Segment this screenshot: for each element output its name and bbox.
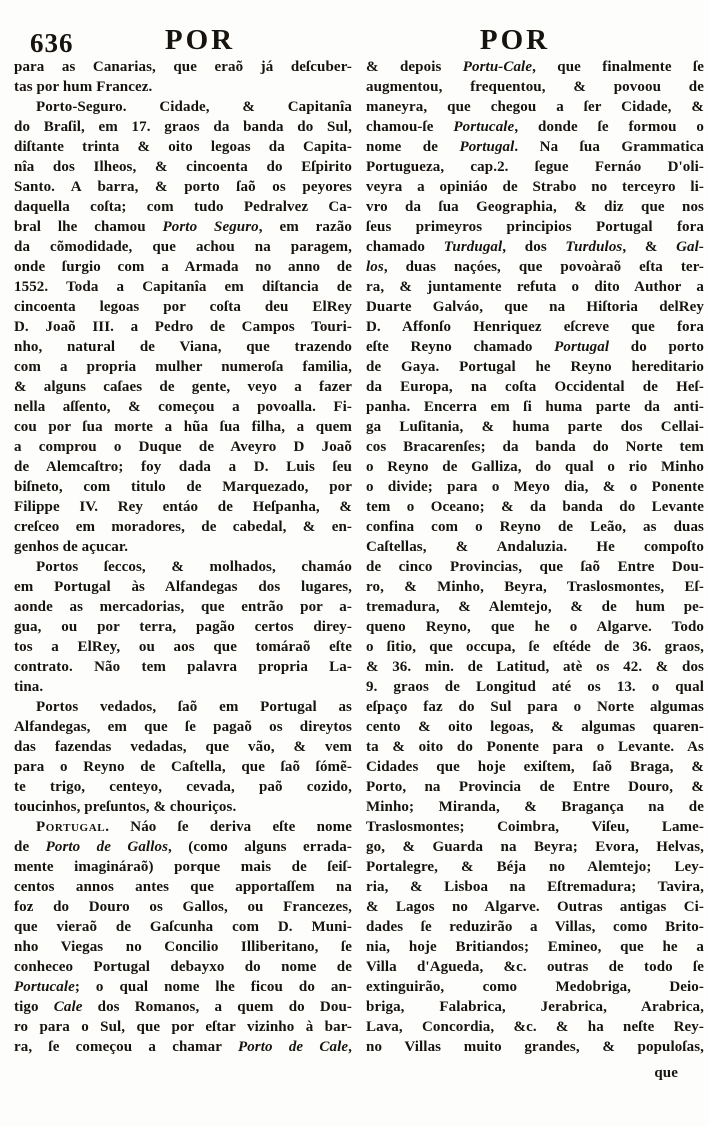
text-line: cos Bracarenſes; da banda do Norte tem — [366, 439, 704, 455]
text-line: ra, ſe começou a chamar Porto de Cale, — [14, 1039, 352, 1055]
text-line: conheceo Portugal debayxo do nome de — [14, 959, 352, 975]
text-line: ro para o Sul, que por eſtar vizinho à bar- — [14, 1019, 352, 1035]
text-line: 1552. Toda a Capitanîa em diſtancia de — [14, 279, 352, 295]
text-line: tremadura, & Alemtejo, & de hum pe- — [366, 599, 704, 615]
text-line: contrato. Não tem palavra propria La- — [14, 659, 352, 675]
text-line: Minho; Miranda, & Bragança na de — [366, 799, 704, 815]
column-right-lines — [366, 57, 704, 1057]
text-line: onde ſurgio com a Armada no anno de — [14, 259, 352, 275]
text-line: aonde as mercadorias, que entrão por a- — [14, 599, 352, 615]
text-line: los, duas naçóes, que povoàraõ eſta ter- — [366, 259, 704, 275]
text-line: nho Viegas no Concilio Illiberitano, ſe — [14, 939, 352, 955]
text-line: cincoenta legoas por coſta deu ElRey — [14, 299, 352, 315]
text-line: confina com o Reyno de Leão, as duas — [366, 519, 704, 535]
text-line: nîa dos Ilheos, & cincoenta do Eſpirito — [14, 159, 352, 175]
text-line: das fazendas vedadas, que vão, & vem — [14, 739, 352, 755]
text-line: com a propria mulher numeroſa familia, — [14, 359, 352, 375]
text-line: ro, & Minho, Beyra, Traslosmontes, Eſ- — [366, 579, 704, 595]
text-line: chamado Turdugal, dos Turdulos, & Gal- — [366, 239, 704, 255]
text-line: no Villas muito grandes, & populoſas, — [366, 1039, 704, 1055]
text-line: mente imagináraõ) porque mais de ſeiſ- — [14, 859, 352, 875]
text-line: ga Luſitania, & huma parte dos Cellai- — [366, 419, 704, 435]
text-line: tigo Cale dos Romanos, a quem do Dou- — [14, 999, 352, 1015]
page-number: 636 — [30, 28, 74, 58]
text-line: Filippe IV. Rey entáo de Heſpanha, & — [14, 499, 352, 515]
text-line: da cõmodidade, que achou na paragem, — [14, 239, 352, 255]
text-line: Alfandegas, em que ſe pagaõ os direytos — [14, 719, 352, 735]
text-line: Villa d'Agueda, &c. outras de todo ſe — [366, 959, 704, 975]
text-line: queno Reyno, que he o Algarve. Todo — [366, 619, 704, 635]
text-line: Portos vedados, ſaõ em Portugal as — [36, 699, 352, 715]
text-line: tas por hum Francez. — [14, 79, 153, 95]
text-line: tina. — [14, 679, 44, 695]
text-line: chamou-ſe Portucale, donde ſe formou o — [366, 119, 704, 135]
text-line: foz do Douro os Gallos, ou Francezes, — [14, 899, 352, 915]
text-line: genhos de açucar. — [14, 539, 129, 555]
text-line: dades ſe reduzirão a Villas, como Brito- — [366, 919, 704, 935]
text-line: ſeus primeyros principios Portugal fora — [366, 219, 704, 235]
text-line: cento & oito legoas, & algumas quaren- — [366, 719, 704, 735]
text-line: ra, & juntamente refuta o dito Author a — [366, 279, 704, 295]
text-line: o Reyno de Galliza, do qual o rio Minho — [366, 459, 704, 475]
text-line: para as Canarias, que eraõ já deſcuber- — [14, 59, 352, 75]
text-line: 9. graos de Longitud até os 13. o qual — [366, 679, 704, 695]
text-line: diſtante trinta & oito legoas da Capita- — [14, 139, 352, 155]
text-line: D. Affonſo Henriquez eſcreve que fora — [366, 319, 704, 335]
catchword: que — [654, 1065, 678, 1081]
text-line: extinguirão, como Medobriga, Deio- — [366, 979, 704, 995]
text-columns — [14, 57, 704, 1083]
text-line: creſceo em moradores, de cabedal, & en- — [14, 519, 352, 535]
text-line: & depois Portu-Cale, que finalmente ſe — [366, 59, 704, 75]
text-line: ria, & Lisboa na Eſtremadura; Tavira, — [366, 879, 704, 895]
text-line: & Lagos no Algarve. Outras antigas Ci- — [366, 899, 704, 915]
text-line: vro da ſua Geographia, & diz que nos — [366, 199, 704, 215]
text-line: a comprou o Duque de Aveyro D Joaõ — [14, 439, 352, 455]
running-head-left: POR — [164, 24, 236, 56]
text-line: Portos ſeccos, & molhados, chamáo — [36, 559, 352, 575]
text-line: nia, hoje Britiandos; Emineo, que he a — [366, 939, 704, 955]
text-line: de Porto de Gallos, (como alguns errada- — [14, 839, 352, 855]
text-line: maneyra, que chegou a ſer Cidade, & — [366, 99, 704, 115]
text-line: do Braſil, em 17. graos da banda do Sul, — [14, 119, 352, 135]
text-line: gua, ou por terra, pagão certos direy- — [14, 619, 352, 635]
text-line: Santo. A barra, & porto ſaõ os peyores — [14, 179, 352, 195]
text-line: veyra a opiniáo de Strabo no terceyro li- — [366, 179, 704, 195]
text-line: centos annos antes que apportaſſem na — [14, 879, 352, 895]
text-line: de Alemcaſtro; foy dada a D. Luis ſeu — [14, 459, 352, 475]
text-line: o ſitio, que occupa, ſe eſtéde de 36. graos, — [366, 639, 704, 655]
text-line: para o Reyno de Caſtella, que ſaõ ſómẽ- — [14, 759, 352, 775]
text-line: briga, Falabrica, Jerabrica, Arabrica, — [366, 999, 704, 1015]
text-line: augmentou, frequentou, & povoou de — [366, 79, 704, 95]
text-line: te trigo, centeyo, cevada, paõ cozido, — [14, 779, 352, 795]
text-line: bral lhe chamou Porto Seguro, em razão — [14, 219, 352, 235]
text-line: da Europa, na coſta Occidental de Heſ- — [366, 379, 704, 395]
text-line: o divide; para o Meyo dia, & o Ponente — [366, 479, 704, 495]
text-line: panha. Encerra em ſi huma parte da anti- — [366, 399, 704, 415]
running-head-right: POR — [479, 24, 551, 56]
text-line: toucinhos, preſuntos, & chouriços. — [14, 799, 237, 815]
text-line: nho, natural de Viana, que trazendo — [14, 339, 352, 355]
text-line: Caſtellas, & Andaluzia. He compoſto — [366, 539, 704, 555]
column-left — [14, 57, 352, 1083]
text-line: D. Joaõ III. a Pedro de Campos Touri- — [14, 319, 352, 335]
column-left-lines — [14, 57, 352, 1057]
text-line: Cidades que hoje exiſtem, ſaõ Braga, & — [366, 759, 704, 775]
text-line: daquella coſta; com tudo Pedralvez Ca- — [14, 199, 352, 215]
text-line: nella aſſento, & começou a povoalla. Fi- — [14, 399, 352, 415]
text-line: & alguns caſaes de gente, veyo a fazer — [14, 379, 352, 395]
text-line: que vieraõ de Gaſcunha com D. Muni- — [14, 919, 352, 935]
text-line: de cinco Provincias, que ſaõ Entre Dou- — [366, 559, 704, 575]
text-line: Portugueza, cap.2. ſegue Fernáo D'oli- — [366, 159, 704, 175]
text-line: biſneto, com titulo de Marquezado, por — [14, 479, 352, 495]
text-line: eſte Reyno chamado Portugal do porto — [366, 339, 704, 355]
text-line: eſpaço faz do Sul para o Norte algumas — [366, 699, 704, 715]
text-line: de Gaya. Portugal he Reyno hereditario — [366, 359, 704, 375]
text-line: em Portugal às Alfandegas dos lugares, — [14, 579, 352, 595]
text-line: Lava, Concordia, &c. & ha neſte Rey- — [366, 1019, 704, 1035]
text-line: Portugal. Náo ſe deriva eſte nome — [36, 819, 352, 835]
text-line: tem o Oceano; & da banda do Levante — [366, 499, 704, 515]
text-line: Porto, na Provincia de Entre Douro, & — [366, 779, 704, 795]
text-line: tos a ElRey, ou aos que tomáraõ eſte — [14, 639, 352, 655]
text-line: Traslosmontes; Coimbra, Viſeu, Lame- — [366, 819, 704, 835]
text-line: Portalegre, & Béja no Alemtejo; Ley- — [366, 859, 704, 875]
text-line: Duarte Galváo, que na Hiſtoria delRey — [366, 299, 704, 315]
text-line: Portucale; o qual nome lhe ficou do an- — [14, 979, 352, 995]
text-line: & 36. min. de Latitud, atè os 42. & dos — [366, 659, 704, 675]
text-line: go, & Guarda na Beyra; Evora, Helvas, — [366, 839, 704, 855]
column-right — [366, 57, 704, 1083]
text-line: Porto-Seguro. Cidade, & Capitanîa — [36, 99, 352, 115]
text-line: ta & oito do Ponente para o Levante. As — [366, 739, 704, 755]
text-line: nome de Portugal. Na ſua Grammatica — [366, 139, 704, 155]
text-line: cou por ſua morte a hũa ſua filha, a quem — [14, 419, 352, 435]
